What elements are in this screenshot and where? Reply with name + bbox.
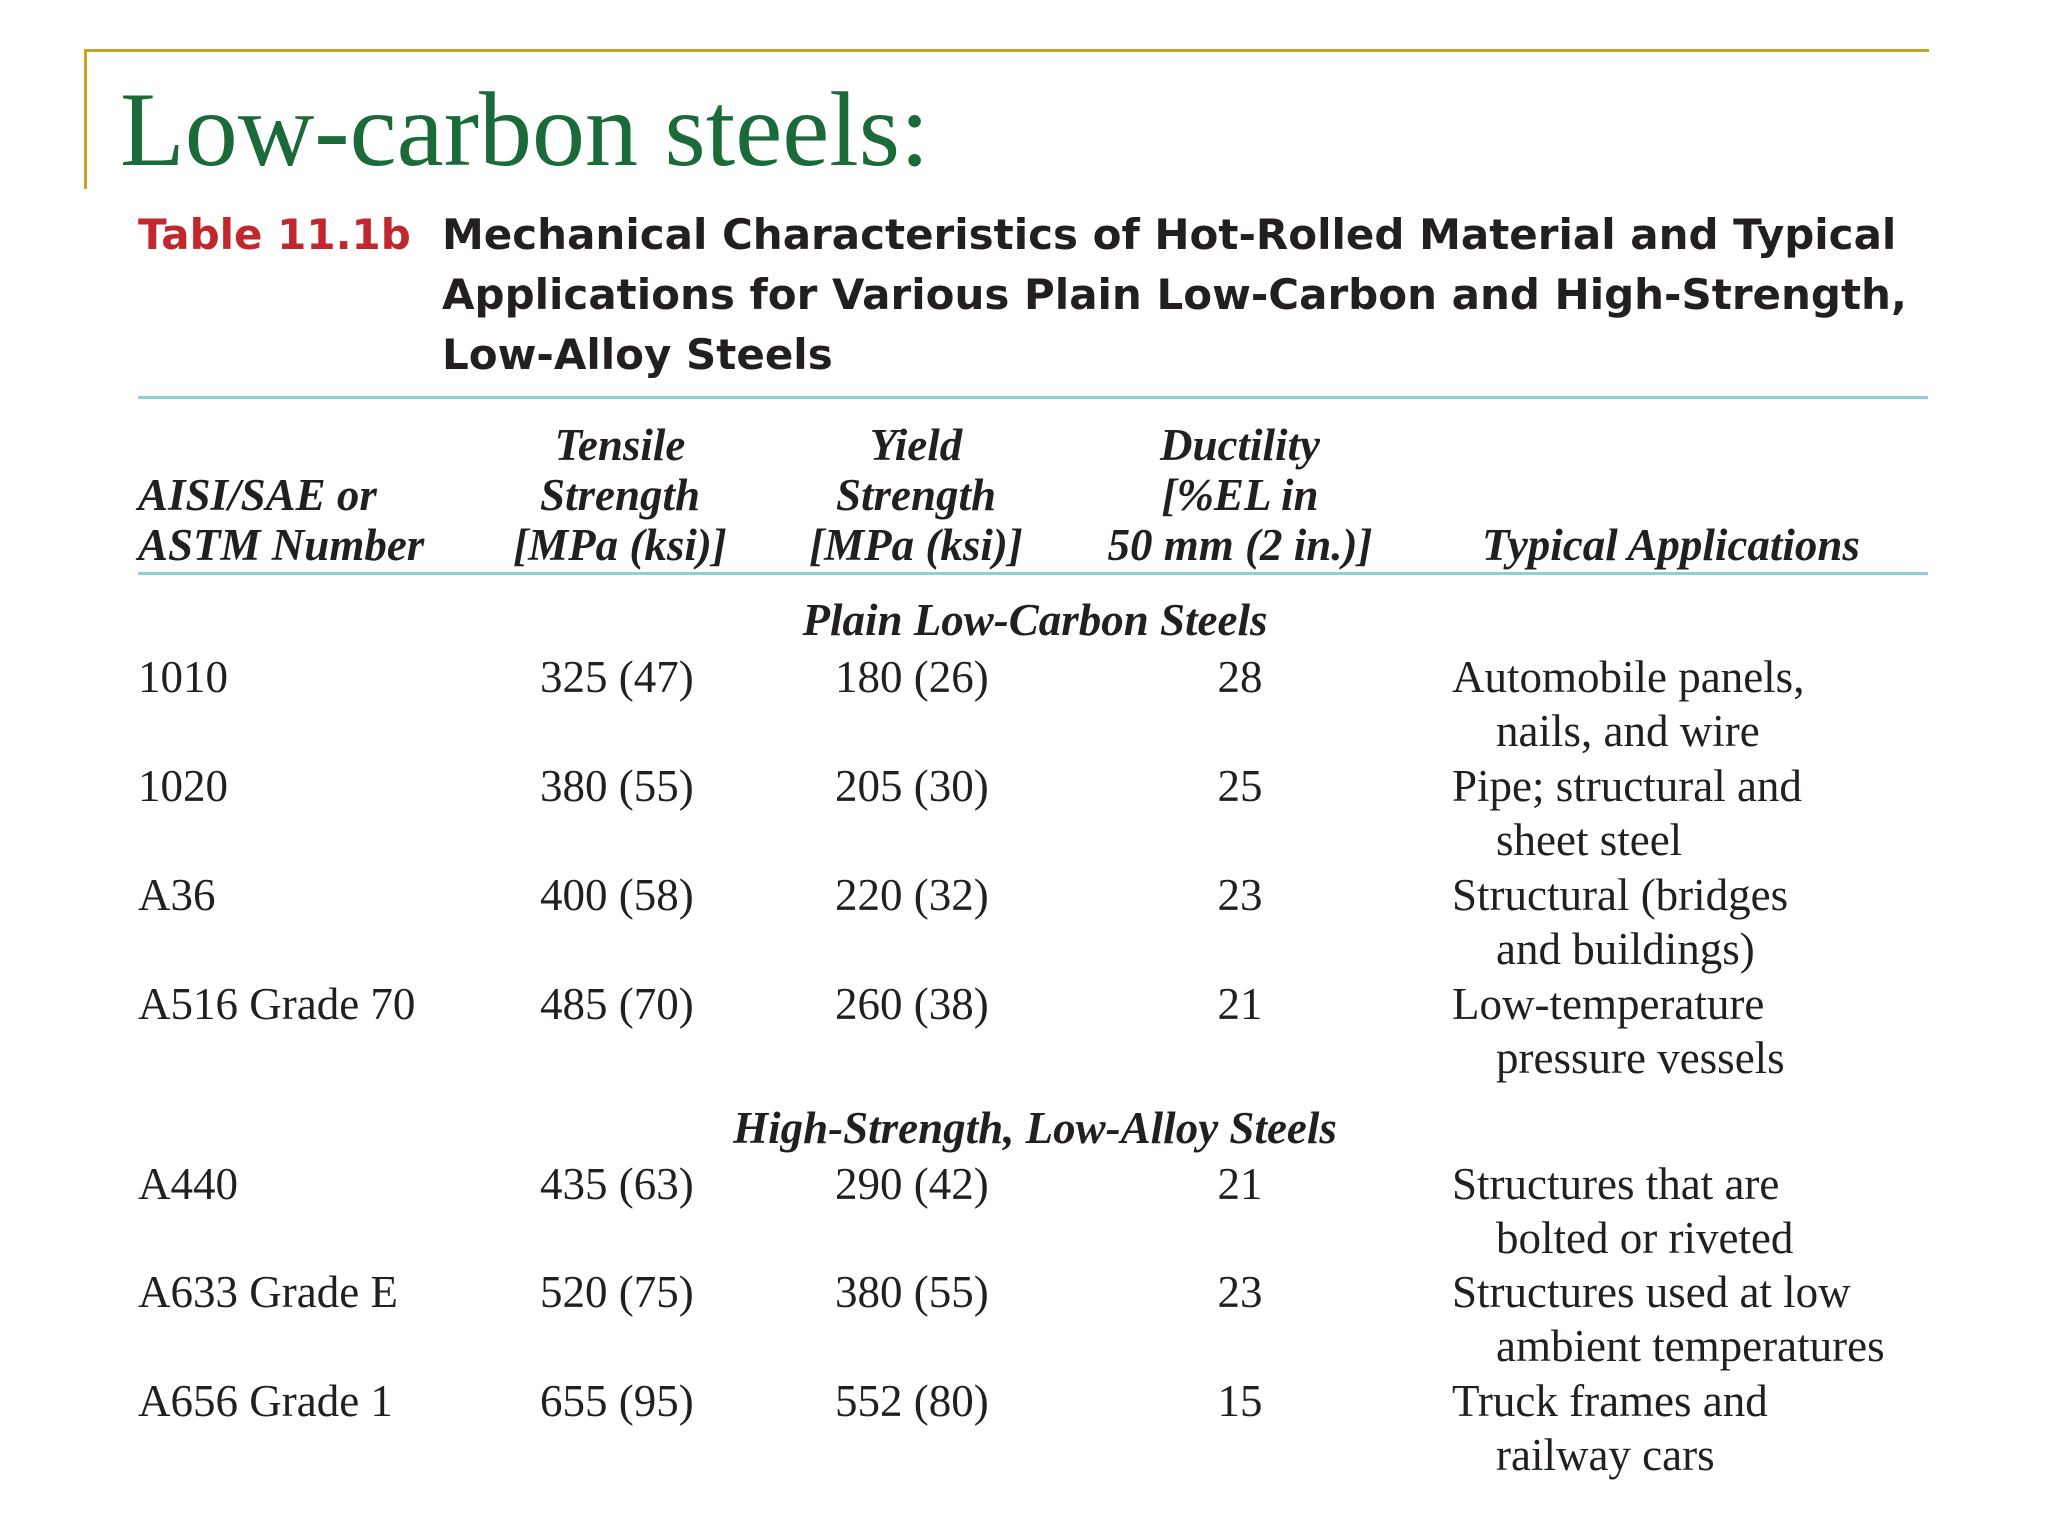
application-line: bolted or riveted [1496, 1213, 1794, 1263]
cell-ductility: 28 [1217, 652, 1263, 702]
header-ductility-line: 50 mm (2 in.)] [1107, 520, 1373, 570]
header-yield-line: [MPa (ksi)] [809, 520, 1023, 570]
cell-application [1452, 759, 1802, 867]
table-caption [442, 205, 1922, 385]
cell-yield: 380 (55) [835, 1267, 989, 1317]
slide-title: Low-carbon steels: [120, 71, 930, 188]
table-top-rule [138, 396, 1928, 399]
header-tensile-line: Strength [539, 470, 701, 520]
cell-number: 1020 [138, 761, 228, 811]
cell-ductility: 21 [1217, 1159, 1263, 1209]
application-line: railway cars [1496, 1430, 1715, 1480]
header-tensile [490, 420, 750, 570]
header-yield-line: Strength [835, 470, 997, 520]
header-yield-line: Yield [869, 420, 963, 470]
application-line: ambient temperatures [1496, 1321, 1885, 1371]
application-line: Automobile panels, [1452, 652, 1805, 702]
table-label: Table 11.1b [138, 210, 411, 259]
cell-tensile: 435 (63) [540, 1159, 694, 1209]
application-line: Low-temperature [1452, 979, 1765, 1029]
cell-application [1452, 1265, 1885, 1373]
cell-tensile: 400 (58) [540, 870, 694, 920]
application-line: Pipe; structural and [1452, 761, 1802, 811]
cell-number: A656 Grade 1 [138, 1376, 393, 1426]
cell-yield: 180 (26) [835, 652, 989, 702]
title-left-rule [84, 49, 87, 189]
cell-number: 1010 [138, 652, 228, 702]
cell-yield: 290 (42) [835, 1159, 989, 1209]
cell-application [1452, 868, 1788, 976]
header-applications: Typical Applications [1482, 520, 1860, 570]
cell-number: A633 Grade E [138, 1267, 398, 1317]
section-title: High-Strength, Low-Alloy Steels [733, 1103, 1337, 1153]
cell-tensile: 485 (70) [540, 979, 694, 1029]
header-number [138, 470, 424, 570]
header-ductility-line: [%EL in [1161, 470, 1319, 520]
application-line: Truck frames and [1452, 1376, 1768, 1426]
cell-ductility: 25 [1217, 761, 1263, 811]
cell-application [1452, 977, 1785, 1085]
cell-yield: 205 (30) [835, 761, 989, 811]
table-caption-line: Mechanical Characteristics of Hot-Rolled Material and Typical [442, 210, 1897, 259]
cell-application [1452, 650, 1804, 758]
title-top-rule [84, 49, 1929, 52]
cell-yield: 260 (38) [835, 979, 989, 1029]
header-number-line: AISI/SAE or [138, 470, 377, 520]
application-line: nails, and wire [1496, 706, 1760, 756]
cell-yield: 220 (32) [835, 870, 989, 920]
application-line: and buildings) [1496, 924, 1755, 974]
cell-application [1452, 1157, 1793, 1265]
cell-ductility: 15 [1217, 1376, 1263, 1426]
cell-tensile: 325 (47) [540, 652, 694, 702]
cell-tensile: 380 (55) [540, 761, 694, 811]
cell-ductility: 23 [1217, 870, 1263, 920]
header-yield [786, 420, 1046, 570]
header-number-line: ASTM Number [138, 520, 425, 570]
header-tensile-line: Tensile [554, 420, 686, 470]
application-line: pressure vessels [1496, 1033, 1785, 1083]
cell-number: A36 [138, 870, 216, 920]
table-caption-line: Low-Alloy Steels [442, 330, 833, 379]
cell-yield: 552 (80) [835, 1376, 989, 1426]
header-tensile-line: [MPa (ksi)] [513, 520, 727, 570]
header-bottom-rule [138, 572, 1928, 575]
application-line: Structures used at low [1452, 1267, 1851, 1317]
section-title: Plain Low-Carbon Steels [802, 595, 1268, 645]
application-line: sheet steel [1496, 815, 1683, 865]
cell-number: A516 Grade 70 [138, 979, 416, 1029]
cell-ductility: 23 [1217, 1267, 1263, 1317]
cell-application [1452, 1374, 1768, 1482]
cell-tensile: 520 (75) [540, 1267, 694, 1317]
header-ductility-line: Ductility [1160, 420, 1320, 470]
cell-tensile: 655 (95) [540, 1376, 694, 1426]
cell-ductility: 21 [1217, 979, 1263, 1029]
table-caption-line: Applications for Various Plain Low-Carbon and High-Strength, [442, 270, 1907, 319]
application-line: Structural (bridges [1452, 870, 1789, 920]
cell-number: A440 [138, 1159, 238, 1209]
header-ductility [1080, 420, 1400, 570]
application-line: Structures that are [1452, 1159, 1780, 1209]
